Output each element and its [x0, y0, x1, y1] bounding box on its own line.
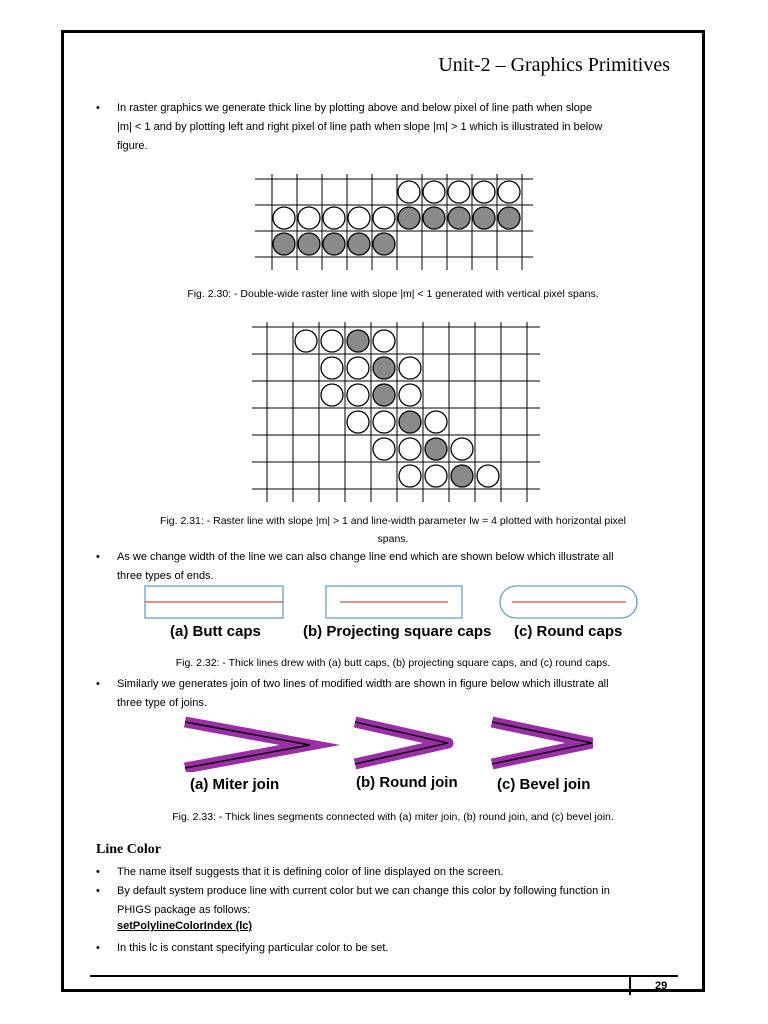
- bullet-icon: •: [96, 885, 100, 897]
- page-header: Unit-2 – Graphics Primitives: [438, 54, 670, 76]
- figure-2-33: [180, 712, 605, 772]
- cap-label-butt: (a) Butt caps: [170, 623, 261, 640]
- bullet-icon: •: [96, 102, 100, 114]
- round-join-shape: [355, 722, 448, 764]
- figure-2-33-caption: Fig. 2.33: - Thick lines segments connected with (a) miter join, (b) round join, and (c) bevel join.: [172, 811, 614, 823]
- figure-2-31: [252, 322, 542, 502]
- bullet-icon: •: [96, 866, 100, 878]
- cap-label-round: (c) Round caps: [514, 623, 623, 640]
- bullet-icon: •: [96, 551, 100, 563]
- page-number: 29: [655, 980, 668, 992]
- bullet-text-line: |m| < 1 and by plotting left and right pixel of line path when slope |m| > 1 which is illustrated in below: [117, 121, 603, 133]
- bullet-text-line: three type of joins.: [117, 697, 207, 709]
- miter-join-shape: [185, 722, 310, 768]
- bullet-text-line: Similarly we generates join of two lines of modified width are shown in figure below which illustrate all: [117, 678, 609, 690]
- bullet-text-line: three types of ends.: [117, 570, 214, 582]
- figure-2-30: [255, 174, 535, 270]
- bullet-text-line: In raster graphics we generate thick line by plotting above and below pixel of line path when slope: [117, 102, 593, 114]
- footer-rule: [90, 975, 678, 977]
- figure-2-31-caption: [96, 512, 690, 548]
- bullet-icon: •: [96, 678, 100, 690]
- bullet-text-line: The name itself suggests that it is defining color of line displayed on the screen.: [117, 866, 504, 878]
- function-signature: setPolylineColorIndex (lc): [117, 920, 253, 932]
- cap-label-square: (b) Projecting square caps: [303, 623, 492, 640]
- join-label-bevel: (c) Bevel join: [497, 776, 591, 793]
- join-label-round: (b) Round join: [356, 774, 458, 791]
- caption-line: spans.: [377, 533, 409, 545]
- bullet-text-line: PHIGS package as follows:: [117, 904, 251, 916]
- bullet-text-line: By default system produce line with current color but we can change this color by following function in: [117, 885, 610, 897]
- figure-2-32: [140, 584, 650, 624]
- figure-2-30-caption: Fig. 2.30: - Double-wide raster line with slope |m| < 1 generated with vertical pixel spans.: [187, 288, 599, 300]
- bevel-join-shape: [492, 722, 592, 764]
- bullet-text-line: In this lc is constant specifying particular color to be set.: [117, 942, 389, 954]
- footer-separator: [629, 977, 631, 995]
- section-title-line-color: Line Color: [96, 842, 161, 857]
- caption-line: Fig. 2.31: - Raster line with slope |m| > 1 and line-width parameter lw = 4 plotted with horizontal pixel: [160, 515, 626, 527]
- bullet-text-line: As we change width of the line we can also change line end which are shown below which illustrate all: [117, 551, 614, 563]
- join-label-miter: (a) Miter join: [190, 776, 280, 793]
- bullet-text-line: figure.: [117, 140, 148, 152]
- bullet-icon: •: [96, 942, 100, 954]
- figure-2-32-caption: Fig. 2.32: - Thick lines drew with (a) butt caps, (b) projecting square caps, and (c) round caps.: [175, 657, 611, 669]
